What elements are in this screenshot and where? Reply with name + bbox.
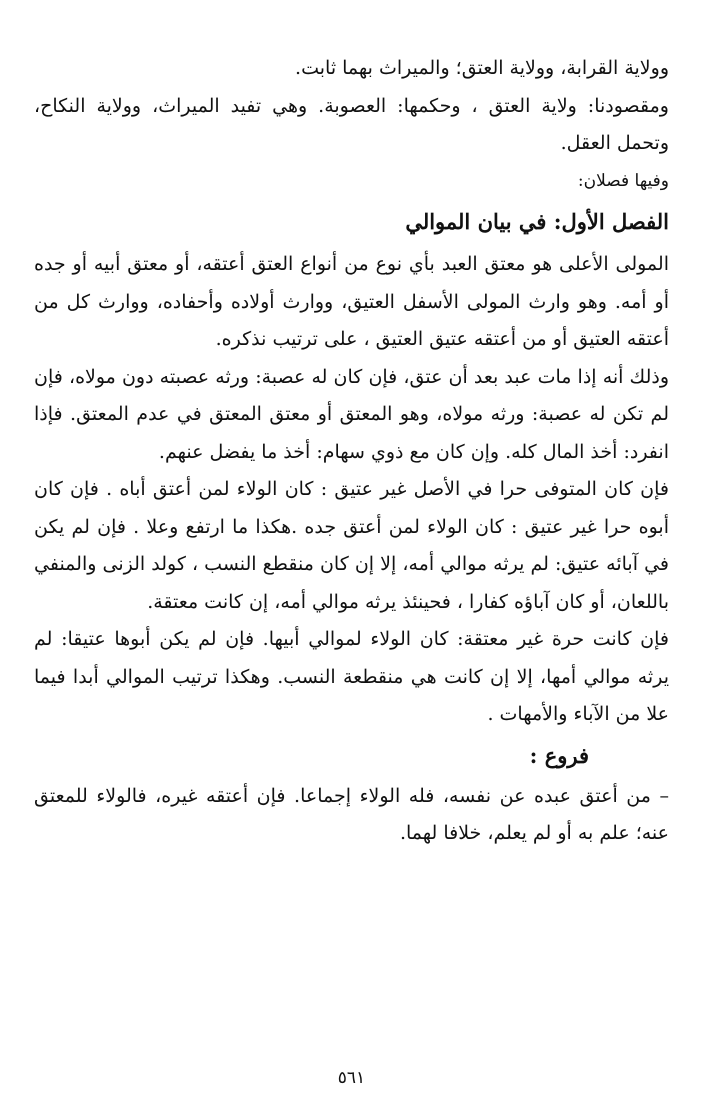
page-number: ٥٦١: [337, 1068, 366, 1088]
page-body: [34, 50, 669, 853]
paragraph-2: ومقصودنا: ولاية العتق ، وحكمها: العصوبة. وهي تفيد الميراث، وولاية النكاح، وتحمل العقل.: [34, 94, 669, 154]
paragraph-3: وفيها فصلان:: [577, 170, 669, 191]
paragraph-5: وذلك أنه إذا مات عبد بعد أن عتق، فإن كان له عصبة: ورثه عصبته دون مولاه، فإن لم تكن له عصبة: ورثه مولاه، وهو المعتق أو معتق المعتق في عدم المعتق. فإذا انفرد: أخذ المال كله. وإن كان مع ذوي سهام: أخذ ما يفضل عنهم.: [34, 365, 669, 463]
paragraph-4: المولى الأعلى هو معتق العبد بأي نوع من أنواع العتق أعتقه، أو معتق أبيه أو جده أو أمه. وهو وارث المولى الأسفل العتيق، ووارث أولاده وأحفاده، ووارث كل من أعتقه العتيق أو من أعتقه عتيق العتيق ، على ترتيب نذكره.: [34, 253, 669, 350]
paragraph-6: فإن كان المتوفى حرا في الأصل غير عتيق : كان الولاء لمن أعتق أباه . فإن كان أبوه حرا غير عتيق : كان الولاء لمن أعتق جده .هكذا ما ارتفع وعلا . فإن لم يكن في آبائه عتيق: لم يرثه موالي أمه، إلا إن كان منقطع النسب ، كولد الزنى والمنفي باللعان، أو كان آباؤه كفارا ، فحينئذ يرثه موالي أمه، إن كانت معتقة.: [34, 478, 669, 613]
section-heading: الفصل الأول: في بيان الموالي: [405, 209, 669, 234]
paragraph-1: وولاية القرابة، وولاية العتق؛ والميراث بهما ثابت.: [295, 57, 669, 79]
paragraph-8: – من أعتق عبده عن نفسه، فله الولاء إجماعا. فإن أعتقه غيره، فالولاء للمعتق عنه؛ علم به أو لم يعلم، خلافا لهما.: [34, 784, 669, 844]
paragraph-7: فإن كانت حرة غير معتقة: كان الولاء لموالي أبيها. فإن لم يكن أبوها عتيقا: لم يرثه موالي أمها، إلا إن كانت هي منقطعة النسب. وهكذا ترتيب الموالي أبدا فيما علا من الآباء والأمهات .: [34, 628, 669, 725]
subsection-heading: فروع :: [529, 742, 589, 768]
